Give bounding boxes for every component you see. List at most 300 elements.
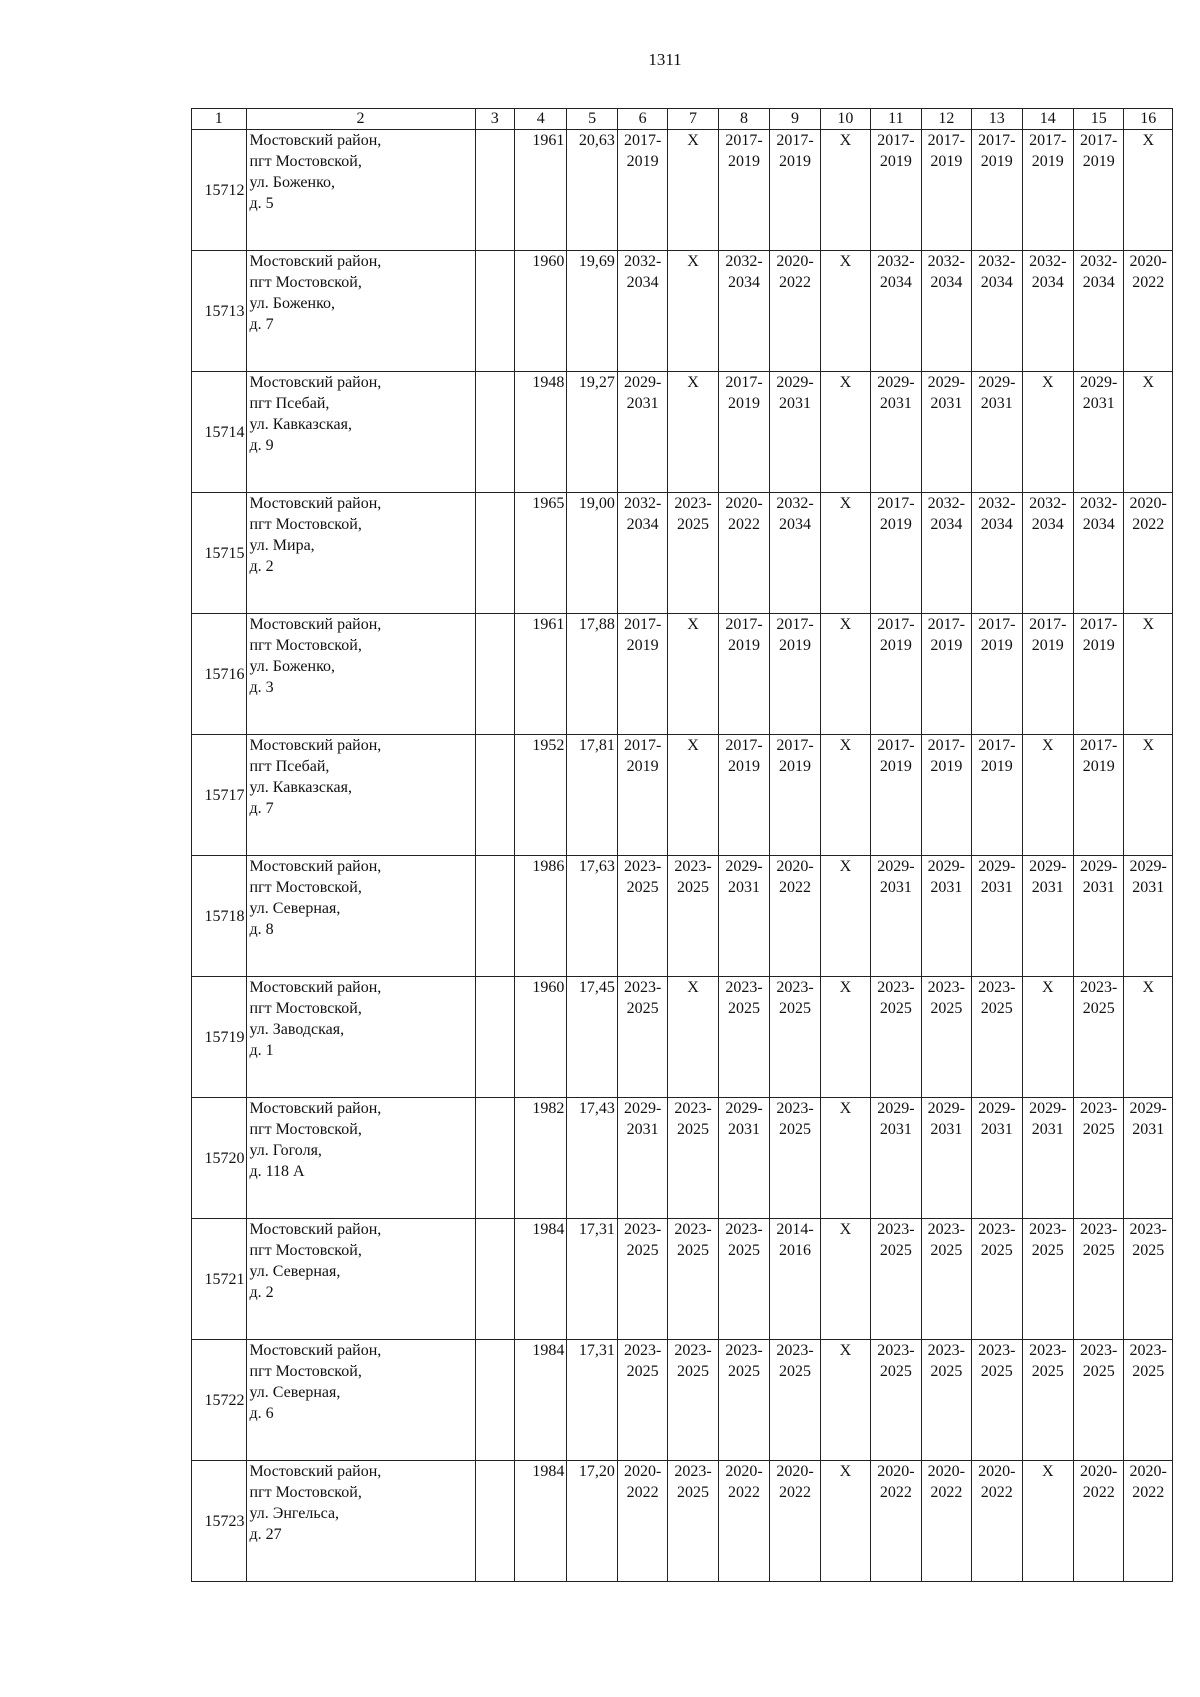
period-cell-col-13 — [972, 614, 1022, 735]
period-cell-col-8 — [718, 614, 769, 735]
address-line: ул. Северная, — [249, 1384, 341, 1401]
period-end: 2031 — [1031, 879, 1064, 896]
period-cell-col-13 — [972, 977, 1022, 1098]
period-end: 2025 — [778, 1121, 811, 1138]
period-start: 2023- — [877, 1342, 915, 1359]
address-cell — [246, 1340, 475, 1461]
period-cell-col-10 — [820, 614, 870, 735]
record-id: 15719 — [192, 977, 247, 1098]
period-cell-col-13 — [972, 735, 1022, 856]
period-start: 2023- — [725, 1221, 763, 1238]
col3-cell — [475, 735, 514, 856]
address-line: д. 7 — [249, 316, 274, 333]
period-start: 2017- — [1029, 616, 1067, 633]
address-line: д. 118 А — [249, 1163, 305, 1180]
period-end: 2025 — [1132, 1363, 1165, 1380]
period-start: 2020- — [1080, 1463, 1118, 1480]
column-header-12: 12 — [921, 109, 971, 130]
period-start: X — [1041, 374, 1054, 391]
build-year: 1984 — [514, 1461, 566, 1582]
period-end: 2025 — [1082, 1363, 1115, 1380]
column-header-11: 11 — [871, 109, 921, 130]
period-cell-col-14 — [1022, 1219, 1073, 1340]
period-start: 2029- — [978, 374, 1016, 391]
build-year: 1984 — [514, 1340, 566, 1461]
period-end: 2019 — [1082, 153, 1115, 170]
period-start: 2020- — [978, 1463, 1016, 1480]
address-line: Мостовский район, — [249, 495, 382, 512]
col3-cell — [475, 614, 514, 735]
build-year: 1948 — [514, 372, 566, 493]
period-cell-col-6 — [617, 977, 667, 1098]
record-id: 15712 — [192, 130, 247, 251]
period-cell-col-12 — [921, 493, 971, 614]
period-end: 2019 — [728, 637, 761, 654]
record-id: 15718 — [192, 856, 247, 977]
period-end: 2031 — [879, 879, 912, 896]
period-cell-col-16 — [1124, 1219, 1173, 1340]
period-end: 2031 — [626, 395, 659, 412]
column-header-3: 3 — [475, 109, 514, 130]
period-cell-col-11 — [871, 130, 921, 251]
period-start: 2020- — [725, 495, 763, 512]
period-start: X — [1142, 979, 1154, 996]
period-start: 2029- — [1129, 858, 1167, 875]
value-cell: 17,45 — [567, 977, 617, 1098]
address-line: д. 7 — [249, 800, 274, 817]
period-cell-col-14 — [1022, 1098, 1073, 1219]
period-end: 2019 — [980, 637, 1013, 654]
period-start: 2020- — [1129, 1463, 1167, 1480]
period-start: X — [839, 737, 852, 754]
period-end: 2025 — [677, 879, 710, 896]
period-cell-col-11 — [871, 856, 921, 977]
period-cell-col-13 — [972, 1340, 1022, 1461]
address-line: д. 2 — [249, 558, 274, 575]
period-end: 2025 — [677, 1363, 710, 1380]
address-line: пгт Мостовской, — [249, 1242, 362, 1259]
period-start: 2023- — [776, 1342, 814, 1359]
period-start: 2032- — [927, 253, 965, 270]
period-start: 2020- — [776, 1463, 814, 1480]
col3-cell — [475, 1098, 514, 1219]
period-cell-col-15 — [1073, 372, 1123, 493]
period-cell-col-10 — [820, 977, 870, 1098]
period-end: 2019 — [778, 758, 811, 775]
period-cell-col-8 — [718, 130, 769, 251]
address-line: ул. Гоголя, — [249, 1142, 322, 1159]
table-row — [192, 130, 1173, 251]
period-start: X — [1041, 737, 1054, 754]
period-cell-col-9 — [770, 372, 820, 493]
period-start: X — [1142, 374, 1154, 391]
period-start: 2023- — [877, 979, 915, 996]
build-year: 1982 — [514, 1098, 566, 1219]
period-end: 2025 — [778, 1000, 811, 1017]
period-cell-col-10 — [820, 130, 870, 251]
col3-cell — [475, 1340, 514, 1461]
period-cell-col-12 — [921, 372, 971, 493]
period-start: 2023- — [1129, 1221, 1167, 1238]
period-cell-col-11 — [871, 977, 921, 1098]
period-end: 2019 — [728, 395, 761, 412]
address-line: Мостовский район, — [249, 616, 382, 633]
period-cell-col-16 — [1124, 856, 1173, 977]
period-start: 2029- — [927, 1100, 965, 1117]
period-start: 2017- — [978, 737, 1016, 754]
period-end: 2019 — [879, 637, 912, 654]
period-start: 2023- — [725, 979, 763, 996]
period-cell-col-9 — [770, 856, 820, 977]
period-end: 2019 — [980, 153, 1013, 170]
period-cell-col-14 — [1022, 1461, 1073, 1582]
period-cell-col-11 — [871, 1219, 921, 1340]
period-start: X — [839, 132, 852, 149]
period-end: 2031 — [728, 1121, 761, 1138]
col3-cell — [475, 372, 514, 493]
period-start: 2023- — [623, 979, 662, 996]
period-cell-col-14 — [1022, 856, 1073, 977]
period-end: 2025 — [1082, 1242, 1115, 1259]
period-end: 2022 — [626, 1484, 659, 1501]
record-id: 15716 — [192, 614, 247, 735]
period-start: X — [1142, 616, 1154, 633]
period-start: 2017- — [725, 737, 763, 754]
column-header-16: 16 — [1124, 109, 1173, 130]
period-start: 2017- — [927, 132, 965, 149]
period-end: 2031 — [980, 1121, 1013, 1138]
period-end: 2025 — [930, 1242, 963, 1259]
period-end: 2019 — [1031, 153, 1064, 170]
period-end: 2025 — [930, 1000, 963, 1017]
table-row — [192, 614, 1173, 735]
period-start: X — [839, 1221, 852, 1238]
address-cell — [246, 614, 475, 735]
record-id: 15722 — [192, 1340, 247, 1461]
period-cell-col-16 — [1124, 1340, 1173, 1461]
period-start: 2023- — [1029, 1342, 1067, 1359]
period-end: 2022 — [1132, 1484, 1165, 1501]
period-start: X — [839, 858, 852, 875]
period-start: X — [839, 616, 852, 633]
period-cell-col-15 — [1073, 977, 1123, 1098]
build-year: 1960 — [514, 251, 566, 372]
period-cell-col-8 — [718, 1098, 769, 1219]
build-year: 1986 — [514, 856, 566, 977]
period-start: 2023- — [674, 1342, 712, 1359]
period-cell-col-16 — [1124, 977, 1173, 1098]
period-cell-col-7 — [668, 372, 718, 493]
period-cell-col-9 — [770, 614, 820, 735]
period-cell-col-10 — [820, 856, 870, 977]
period-end: 2031 — [930, 1121, 963, 1138]
period-end: 2025 — [677, 1121, 710, 1138]
period-start: 2017- — [978, 616, 1016, 633]
period-end: 2025 — [879, 1000, 912, 1017]
value-cell: 19,69 — [567, 251, 617, 372]
address-cell — [246, 251, 475, 372]
period-start: 2023- — [674, 495, 712, 512]
period-start: 2023- — [776, 1100, 814, 1117]
value-cell: 19,00 — [567, 493, 617, 614]
period-end: 2031 — [879, 395, 912, 412]
address-line: пгт Мостовской, — [249, 1000, 362, 1017]
period-end: 2031 — [930, 395, 963, 412]
period-end: 2022 — [1082, 1484, 1115, 1501]
address-line: д. 27 — [249, 1526, 282, 1543]
col3-cell — [475, 130, 514, 251]
address-line: пгт Мостовской, — [249, 1363, 362, 1380]
column-header-13: 13 — [972, 109, 1022, 130]
period-start: X — [1142, 132, 1154, 149]
period-cell-col-8 — [718, 977, 769, 1098]
period-start: 2020- — [725, 1463, 763, 1480]
period-start: X — [687, 737, 699, 754]
period-end: 2019 — [1082, 637, 1115, 654]
period-start: X — [687, 253, 699, 270]
address-cell — [246, 1219, 475, 1340]
period-cell-col-6 — [617, 735, 667, 856]
column-header-14: 14 — [1022, 109, 1073, 130]
address-cell — [246, 977, 475, 1098]
period-end: 2025 — [1031, 1363, 1064, 1380]
address-line: д. 3 — [249, 679, 274, 696]
period-cell-col-11 — [871, 1461, 921, 1582]
address-cell — [246, 130, 475, 251]
address-cell — [246, 1461, 475, 1582]
period-start: X — [1041, 979, 1054, 996]
period-cell-col-7 — [668, 493, 718, 614]
table-row — [192, 1340, 1173, 1461]
period-start: 2029- — [1080, 858, 1118, 875]
period-cell-col-9 — [770, 977, 820, 1098]
period-cell-col-15 — [1073, 1461, 1123, 1582]
period-end: 2019 — [930, 637, 963, 654]
period-start: 2017- — [877, 495, 915, 512]
address-line: Мостовский район, — [249, 858, 382, 875]
period-cell-col-14 — [1022, 614, 1073, 735]
period-end: 2019 — [879, 153, 912, 170]
period-end: 2025 — [879, 1363, 912, 1380]
period-end: 2025 — [778, 1363, 811, 1380]
period-cell-col-10 — [820, 372, 870, 493]
address-line: пгт Псебай, — [249, 758, 330, 775]
record-id: 15720 — [192, 1098, 247, 1219]
period-end: 2025 — [728, 1000, 761, 1017]
period-start: 2020- — [877, 1463, 915, 1480]
period-end: 2031 — [1031, 1121, 1064, 1138]
column-header-5: 5 — [567, 109, 617, 130]
period-cell-col-6 — [617, 251, 667, 372]
period-cell-col-12 — [921, 977, 971, 1098]
period-cell-col-15 — [1073, 614, 1123, 735]
period-cell-col-15 — [1073, 251, 1123, 372]
period-start: 2017- — [623, 616, 662, 633]
period-cell-col-7 — [668, 614, 718, 735]
period-start: X — [1142, 737, 1154, 754]
period-end: 2022 — [728, 1484, 761, 1501]
table-body — [192, 130, 1173, 1582]
period-end: 2034 — [930, 274, 963, 291]
period-cell-col-14 — [1022, 130, 1073, 251]
record-id: 15721 — [192, 1219, 247, 1340]
period-start: 2029- — [725, 1100, 763, 1117]
period-start: 2023- — [927, 1342, 965, 1359]
period-start: 2032- — [623, 495, 662, 512]
period-cell-col-9 — [770, 493, 820, 614]
period-cell-col-7 — [668, 856, 718, 977]
period-end: 2034 — [1031, 516, 1064, 533]
period-start: 2017- — [927, 737, 965, 754]
col3-cell — [475, 1219, 514, 1340]
period-start: 2023- — [978, 1221, 1016, 1238]
period-cell-col-12 — [921, 1219, 971, 1340]
period-end: 2025 — [728, 1363, 761, 1380]
address-line: пгт Мостовской, — [249, 516, 362, 533]
period-start: 2023- — [1080, 1342, 1118, 1359]
period-end: 2019 — [980, 758, 1013, 775]
period-cell-col-10 — [820, 251, 870, 372]
period-end: 2022 — [980, 1484, 1013, 1501]
period-cell-col-15 — [1073, 130, 1123, 251]
period-end: 2022 — [728, 516, 761, 533]
period-cell-col-7 — [668, 977, 718, 1098]
period-start: 2017- — [776, 737, 814, 754]
period-cell-col-10 — [820, 1340, 870, 1461]
column-header-8: 8 — [718, 109, 769, 130]
period-cell-col-15 — [1073, 493, 1123, 614]
period-start: 2020- — [1129, 253, 1167, 270]
period-start: 2032- — [1080, 495, 1118, 512]
period-start: 2029- — [1029, 1100, 1067, 1117]
period-start: 2029- — [776, 374, 814, 391]
period-cell-col-8 — [718, 735, 769, 856]
address-line: ул. Боженко, — [249, 658, 336, 675]
build-year: 1965 — [514, 493, 566, 614]
address-line: Мостовский район, — [249, 1100, 382, 1117]
period-cell-col-12 — [921, 130, 971, 251]
period-cell-col-8 — [718, 493, 769, 614]
address-line: ул. Заводская, — [249, 1021, 345, 1038]
period-start: X — [839, 495, 852, 512]
period-cell-col-10 — [820, 1461, 870, 1582]
period-cell-col-9 — [770, 1219, 820, 1340]
period-end: 2031 — [1132, 1121, 1165, 1138]
address-line: ул. Мира, — [249, 537, 315, 554]
period-start: X — [687, 616, 699, 633]
period-cell-col-7 — [668, 1340, 718, 1461]
period-cell-col-12 — [921, 1340, 971, 1461]
address-line: ул. Боженко, — [249, 174, 336, 191]
period-end: 2022 — [930, 1484, 963, 1501]
value-cell: 17,31 — [567, 1219, 617, 1340]
period-end: 2031 — [1132, 879, 1165, 896]
period-end: 2025 — [930, 1363, 963, 1380]
period-start: 2023- — [623, 1221, 662, 1238]
period-cell-col-16 — [1124, 493, 1173, 614]
period-cell-col-13 — [972, 493, 1022, 614]
period-end: 2034 — [879, 274, 912, 291]
period-end: 2034 — [626, 274, 659, 291]
period-cell-col-6 — [617, 614, 667, 735]
period-cell-col-6 — [617, 1098, 667, 1219]
value-cell: 17,20 — [567, 1461, 617, 1582]
period-end: 2022 — [1132, 274, 1165, 291]
col3-cell — [475, 977, 514, 1098]
address-line: д. 5 — [249, 195, 274, 212]
period-cell-col-13 — [972, 251, 1022, 372]
period-start: 2017- — [877, 616, 915, 633]
period-end: 2031 — [1082, 395, 1115, 412]
period-start: 2032- — [623, 253, 662, 270]
period-cell-col-14 — [1022, 251, 1073, 372]
column-header-10: 10 — [820, 109, 870, 130]
period-start: 2023- — [877, 1221, 915, 1238]
period-cell-col-10 — [820, 735, 870, 856]
period-start: 2017- — [877, 132, 915, 149]
address-cell — [246, 1098, 475, 1219]
period-start: 2029- — [978, 858, 1016, 875]
address-cell — [246, 856, 475, 977]
period-end: 2031 — [980, 879, 1013, 896]
period-end: 2031 — [930, 879, 963, 896]
period-start: 2029- — [1129, 1100, 1167, 1117]
period-end: 2034 — [980, 274, 1013, 291]
period-start: 2017- — [927, 616, 965, 633]
period-end: 2025 — [980, 1000, 1013, 1017]
value-cell: 20,63 — [567, 130, 617, 251]
col3-cell — [475, 251, 514, 372]
record-id: 15723 — [192, 1461, 247, 1582]
period-cell-col-12 — [921, 251, 971, 372]
period-start: 2032- — [978, 253, 1016, 270]
period-end: 2019 — [626, 637, 659, 654]
table-row — [192, 735, 1173, 856]
period-end: 2025 — [728, 1242, 761, 1259]
period-start: 2029- — [1080, 374, 1118, 391]
period-start: 2032- — [978, 495, 1016, 512]
period-start: 2017- — [877, 737, 915, 754]
period-cell-col-11 — [871, 372, 921, 493]
period-end: 2019 — [930, 153, 963, 170]
period-cell-col-16 — [1124, 130, 1173, 251]
period-end: 2025 — [879, 1242, 912, 1259]
period-end: 2031 — [1082, 879, 1115, 896]
period-cell-col-13 — [972, 1461, 1022, 1582]
period-end: 2019 — [1031, 637, 1064, 654]
address-line: пгт Мостовской, — [249, 1121, 362, 1138]
period-cell-col-6 — [617, 1461, 667, 1582]
period-cell-col-11 — [871, 735, 921, 856]
period-end: 2019 — [626, 153, 659, 170]
address-line: пгт Псебай, — [249, 395, 330, 412]
address-line: д. 8 — [249, 921, 274, 938]
period-cell-col-14 — [1022, 977, 1073, 1098]
column-header-15: 15 — [1073, 109, 1123, 130]
address-line: пгт Мостовской, — [249, 1484, 362, 1501]
period-cell-col-15 — [1073, 1219, 1123, 1340]
column-header-6: 6 — [617, 109, 667, 130]
build-year: 1961 — [514, 614, 566, 735]
period-end: 2034 — [728, 274, 761, 291]
address-line: ул. Северная, — [249, 900, 341, 917]
address-cell — [246, 735, 475, 856]
period-end: 2025 — [677, 516, 710, 533]
period-cell-col-9 — [770, 735, 820, 856]
period-start: 2023- — [1080, 1221, 1118, 1238]
period-cell-col-9 — [770, 251, 820, 372]
period-cell-col-14 — [1022, 493, 1073, 614]
